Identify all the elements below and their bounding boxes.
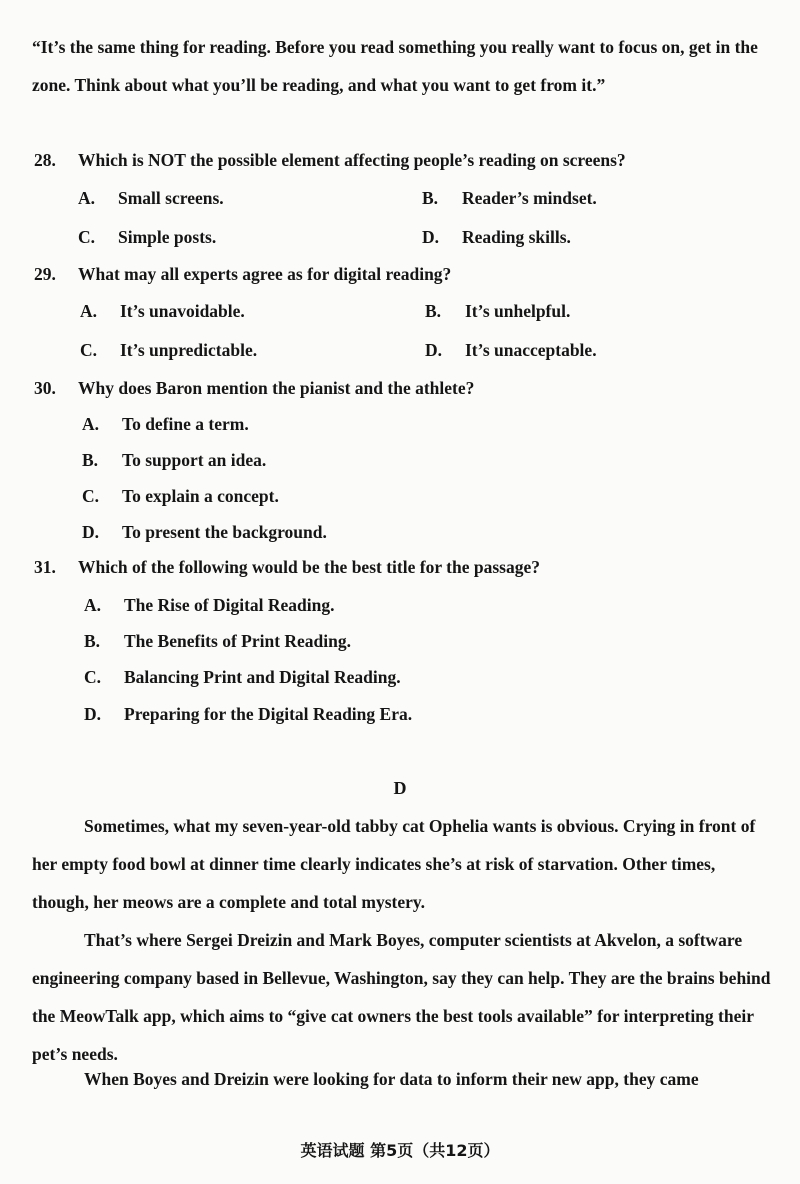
option-31-d: D. Preparing for the Digital Reading Era. <box>84 704 413 724</box>
question-28 <box>34 148 774 172</box>
option-31-a: A. The Rise of Digital Reading. <box>84 595 335 615</box>
intro-paragraph: “It’s the same thing for reading. Before you read something you really want to focus on, get in the zone. Think about what you’ll be reading, and what you want to get from it.” <box>32 37 758 95</box>
option-28-c: C. Simple posts. <box>78 227 217 247</box>
passage-d-paragraph-1: Sometimes, what my seven-year-old tabby cat Ophelia wants is obvious. Crying in front of her empty food bowl at dinner time clearly indicates she’s at risk of starvation. Other times, though, her meows are a complete and total mystery. <box>32 816 756 912</box>
question-number: 29. <box>34 264 56 284</box>
question-number: 31. <box>34 557 56 577</box>
option-30-d: D. To present the background. <box>82 522 327 542</box>
passage-d-paragraph-3: When Boyes and Dreizin were looking for data to inform their new app, they came <box>84 1069 699 1089</box>
question-text: What may all experts agree as for digital reading? <box>78 264 452 284</box>
question-text: Which is NOT the possible element affecting people’s reading on screens? <box>78 150 626 170</box>
option-31-c: C. Balancing Print and Digital Reading. <box>84 667 401 687</box>
option-30-c: C. To explain a concept. <box>82 486 279 506</box>
option-30-b: B. To support an idea. <box>82 450 267 470</box>
question-31 <box>34 555 774 579</box>
question-number: 28. <box>34 150 56 170</box>
question-30 <box>34 376 774 400</box>
page-footer: 英语试题 第5页（共12页） <box>300 1141 500 1160</box>
option-28-b: B. Reader’s mindset. <box>422 188 597 208</box>
question-29 <box>34 262 774 286</box>
question-text: Why does Baron mention the pianist and the athlete? <box>78 378 475 398</box>
option-29-c: C. It’s unpredictable. <box>80 340 258 360</box>
option-29-a: A. It’s unavoidable. <box>80 301 245 321</box>
section-title: D <box>393 778 407 798</box>
option-28-a: A. Small screens. <box>78 188 224 208</box>
option-29-d: D. It’s unacceptable. <box>425 340 597 360</box>
option-31-b: B. The Benefits of Print Reading. <box>84 631 352 651</box>
option-29-b: B. It’s unhelpful. <box>425 301 571 321</box>
option-30-a: A. To define a term. <box>82 414 249 434</box>
passage-d-paragraph-2: That’s where Sergei Dreizin and Mark Boyes, computer scientists at Akvelon, a software engineering company based in Bellevue, Washington, say they can help. They are the brains behind the MeowTalk app, which aims to “give cat owners the best tools available” for interpreting their pet’s needs. <box>32 930 771 1064</box>
option-28-d: D. Reading skills. <box>422 227 571 247</box>
question-number: 30. <box>34 378 56 398</box>
question-text: Which of the following would be the best title for the passage? <box>78 557 540 577</box>
